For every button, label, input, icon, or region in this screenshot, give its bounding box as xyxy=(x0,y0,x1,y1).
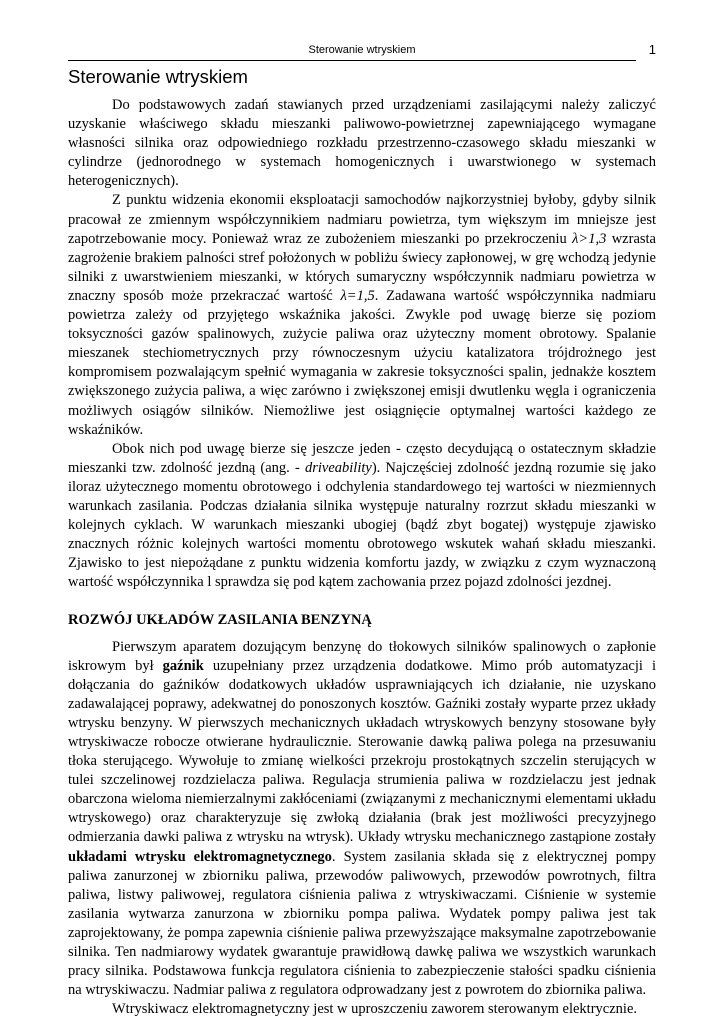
section-paragraph-2: Wtryskiwacz elektromagnetyczny jest w uproszczeniu zaworem sterowanym elektrycznie. xyxy=(112,1001,638,1018)
text-run: wzrasta zagrożenie brakiem palności stref położonych w pobliżu świecy zapłonowej, w grę wchodzą jedynie silniki z uwarstwieniem mieszanki, w których sumaryczny współczynnik nadmiaru powietrza w znaczny sposób może przekraczać wartość xyxy=(68,230,656,304)
italic-term: driveability xyxy=(304,459,372,476)
text-run: Z punktu widzenia ekonomii eksploatacji samochodów najkorzystniej byłoby, gdyby silnik pracował ze zmiennym współczynnikiem nadmiaru powietrza, tym większym im mniejsze jest zapotrzebowanie mocy. Ponieważ wraz ze zubożeniem mieszanki po przekroczeniu xyxy=(68,192,656,247)
text-run: ). Najczęściej zdolność jezdną rozumie się jako iloraz użytecznego momentu obrotowego i odchylenia standardowego tej wartości w niezmiennych warunkach zasilania. Podczas działania silnika występuje naturalny rozrzut składu mieszanki w kolejnych cyklach. W warunkach mieszanki ubogiej (bądź zbyt bogatej) występuje zjawisko znacznych różnic kolejnych wartości momentu obrotowego wskutek wahań składu mieszanki. Zjawisko to jest niepożądane z punktu widzenia komfortu jazdy, w związku z czym wyznaczoną wartość współczynnika l sprawdza się pod kątem zachowania przez pojazd zdolności jezdnej. xyxy=(68,459,656,591)
document-title: Sterowanie wtryskiem xyxy=(68,66,248,87)
text-run: . System zasilania składa się z elektrycznej pompy paliwa zanurzonej w zbiorniku paliwa, przewodów paliwowych, przewodów powrotnych, filtra paliwa, listwy paliwowej, regulatora ciśnienia paliwa z wtryskiwaczami. Ciśnienie w systemie zasilania wytwarza zanurzona w zbiorniku pompa paliwa. Wydatek pompy paliwa jest tak zaprojektowany, że pompa zapewnia ciśnienie paliwa przewyższające maksymalne zapotrzebowanie silnika. Ten nadmiarowy wydatek gwarantuje prawidłową dawkę paliwa we wszystkich warunkach pracy silnika. Podstawowa funkcja regulatora ciśnienia to zabezpieczenie stałości spadku ciśnienia na wtryskiwaczu. Nadmiar paliwa z regulatora odprowadzany jest z powrotem do zbiornika paliwa. xyxy=(68,848,656,999)
bold-term: gaźnik xyxy=(162,657,204,674)
section-paragraph-1 xyxy=(68,638,656,1001)
intro-paragraph-2 xyxy=(68,191,656,439)
lambda-value: λ=1,5 xyxy=(340,287,375,304)
text-run: uzupełniany przez urządzenia dodatkowe. Mimo prób automatyzacji i dołączania do gaźników dodatkowych układów usprawniających ich działanie, nie uzyskano zadawalającej poprawy, adekwatnej do ponoszonych kosztów. Gaźniki zostały wyparte przez układy wtrysku benzyny. W pierwszych mechanicznych układach wtryskowych benzyny stosowane były wtryskiwacze robocze otwierane hydraulicznie. Sterowanie dawką paliwa polega na przesuwaniu tłoka sterującego. Wywołuje to zmianę wielkości przekroju prostokątnych szczelin sterujących w tulei szczelinowej rozdzielacza paliwa. Regulacja strumienia paliwa w rozdzielaczu jest jednak obarczona wieloma niemierzalnymi zakłóceniami (związanymi z mechanicznymi elementami układu wtryskowego) oraz charakteryzuje się zwłoką działania (brak jest możliwości precyzyjnego odmierzania dawki paliwa z wtrysku na wtrysk). Układy wtrysku mechanicznego zastąpione zostały xyxy=(68,657,656,846)
lambda-threshold: λ>1,3 xyxy=(572,230,607,247)
bold-term: układami wtrysku elektromagnetycznego xyxy=(68,848,332,865)
document-body xyxy=(68,96,656,1019)
intro-paragraph-3 xyxy=(68,440,656,593)
section-heading: ROZWÓJ UKŁADÓW ZASILANIA BENZYNĄ xyxy=(68,612,372,629)
running-title: Sterowanie wtryskiem xyxy=(308,44,416,56)
text-run: Obok nich pod uwagę bierze się jeszcze jeden - często decydującą o ostatecznym składzie mieszanki tzw. zdolność jezdną (ang. - xyxy=(68,440,656,476)
page-number: 1 xyxy=(648,42,656,57)
intro-paragraph-1: Do podstawowych zadań stawianych przed urządzeniami zasilającymi należy zaliczyć uzyskanie właściwego składu mieszanki paliwowo-powietrznej zapewniającego wymagane własności silnika oraz odpowiedniego rozkładu przestrzenno-czasowego składu mieszanki w cylindrze (jednorodnego w systemach homogenicznych i uwarstwionego w systemach heterogenicznych). xyxy=(68,97,656,190)
header-rule xyxy=(68,60,636,61)
running-header xyxy=(68,42,656,60)
text-run: . Zadawana wartość współczynnika nadmiaru powietrza zależy od przyjętego wskaźnika jakości. Zwykle pod uwagę bierze się poziom toksyczności gazów spalinowych, zużycie paliwa oraz użyteczny moment obrotowy. Spalanie mieszanek stechiometrycznych przy równoczesnym użyciu katalizatora trójdrożnego jest kompromisem pozwalającym spełnić wymagania w zakresie toksyczności spalin, jednakże kosztem zwiększonego zużycia paliwa, a więc zarówno i zwiększonej emisji dwutlenku węgla i ograniczenia możliwych osiągów silników. Niemożliwe jest osiągnięcie optymalnej wartości każdego ze wskaźników. xyxy=(68,287,656,438)
text-run: Pierwszym aparatem dozującym benzynę do tłokowych silników spalinowych o zapłonie iskrowym był xyxy=(68,638,656,674)
